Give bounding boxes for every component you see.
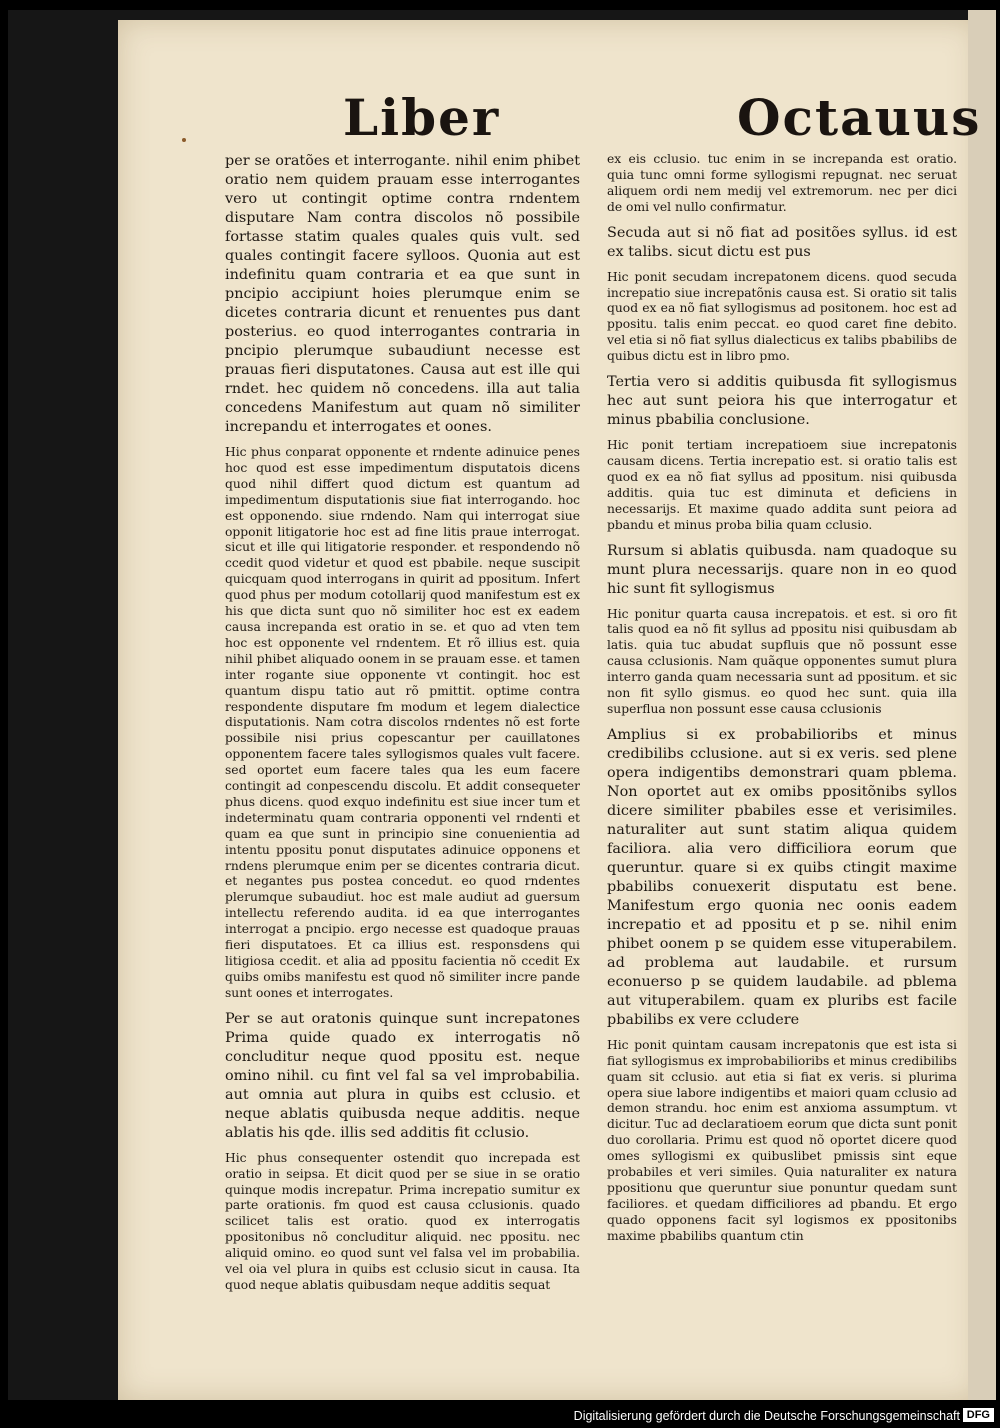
running-head-left: Liber bbox=[343, 88, 501, 147]
paragraph: Per se aut oratonis quinque sunt increpatones Prima quide quado ex interrogatis nõ concluditur neque quod ppositu est. neque omino nihil. cu fint vel fal sa vel improbabilia. aut omnia aut plura in quibs est cclusio. et neque ablatis quibusda neque additis. neque ablatis his qde. illis sed additis fit cclusio. bbox=[225, 1010, 580, 1141]
paragraph: Rursum si ablatis quibusda. nam quadoque su munt plura necessarijs. quare non in eo quod hic sunt fit syllogismus bbox=[607, 542, 957, 597]
paragraph: ex eis cclusio. tuc enim in se increpanda est oratio. quia tunc omni forme syllogismi repugnat. nec seruat aliquem ordi nem medij vel extremorum. nec per dici de omi vel nullo confirmatur. bbox=[607, 152, 957, 214]
paragraph: Hic phus conparat opponente et rndente adinuice penes hoc quod est esse impedimentum disputatois dicens quod nihil differt quod dictum est quantum ad impedimentum disputationis siue fiat interrogando. hoc est opponendo. siue rndendo. Nam qui interrogat siue opponit litigatorie hoc est ad fine litis praue interrogat. sicut et ille qui litigatorie responder. et respondendo nõ ccedit quod videtur et quod est pbabile. neque suscipit quicquam quod interrogans in quirit ad ppositum. Infert quod phus per modum cotollarij quod manifestum est ex his que dicta sunt quo nõ similiter hoc est ex eadem causa increpanda est oratio in se. et quo ad vten tem hoc est opponente vel rndentem. Et rõ illius est. quia nihil phibet aliquado oonem in se prauam esse. et tamen inter rogante siue opponente vt contingit. hoc est quantum dispu tatio aut rõ pmittit. optime contra respondente disputare fm modum et legem dialectice disputationis. Nam cotra discolos rndentes nõ est forte possibile nisi prius copescantur per cauillatones opponentem facere tales syllogismos quales vult facere. sed oportet eum facere tales qua les eum facere contingit ad conpescendu discolu. Et addit consequeter phus dicens. quod exquo indefinitu est siue incer tum et indeterminatu quam contraria opponenti vel rndenti et quam ea que sunt in principio sine conuenientia ad intentu ppositu ponut disputates adinuice opponens et rndens plerumque enim per se dicentes contraria dicut. et negantes pus postea concedut. eo quod rndentes plerumque subaudiut. hoc est male audiut ad guersum intellectu referendo audita. id ea que interrogantes interrogat a pncipio. ergo necesse est quadoque prauas fieri disputatoes. Et ca illius est. responsdens qui litigiosa ccedit. et alia ad ppositu facientia nõ ccedit Ex quibs omibs manifestu est quod nõ similiter incre pande sunt oones et interrogates. bbox=[225, 445, 580, 1000]
dfg-logo: DFG bbox=[963, 1408, 994, 1422]
paragraph: Amplius si ex probabilioribs et minus credibilibs cclusione. aut si ex veris. sed plene opera indigentibs demonstrari quam pblema. Non oportet aut ex omibs ppositõnibs syllos dicere similiter pbabiles esse et verisimiles. naturaliter aut sunt statim aliqua quidem faciliora. alia vero difficiliora eorum que queruntur. quare si ex quibs ctingit maxime pbabilibs conuexerit disputatu est bene. Manifestum ergo quonia nec oonis eadem increpatio et ad ppositu et p se. nihil enim phibet oonem p se quidem esse vituperabilem. ad problema aut laudabile. et rursum econuerso p se quidem laudabile. ad pblema aut vituperabilem. quam ex pluribs est facile pbabilibs ex vere ccludere bbox=[607, 726, 957, 1028]
paragraph: Hic ponit tertiam increpatioem siue increpatonis causam dicens. Tertia increpatio est. si oratio talis est quod ex ea nõ fiat syllus ad ppositum. nisi quibusda additis. quia tuc est diminuta et deficiens in necessarijs. Et maxime quado addita sunt peiora ad pbandu et minus proba bilia quam cclusio. bbox=[607, 438, 957, 532]
paragraph: Hic ponit quintam causam increpatonis que est ista si fiat syllogismus ex improbabilioribs et minus credibilibs quam sit cclusio. aut etia si fiat ex veris. si plurima opera siue labore indigentibs et maiori quam cclusio ad demon strandu. hoc enim est anxioma assumptum. vt dicitur. Tuc ad declaratioem eorum que dicta sunt ponit duo corollaria. Primu est quod nõ oportet dicere quod omes syllogismi ex quibuslibet pmissis sint eque probabiles et veri similes. Quia naturaliter ex natura ppositionu que queruntur siue ponuntur quedam sunt faciliores. et quedam difficiliores ad pbandu. Et ergo quado opponens facit syl logismos ex ppositonibs maxime pbabilibs quantum ctin bbox=[607, 1037, 957, 1243]
paragraph: Secuda aut si nõ fiat ad positões syllus. id est ex talibs. sicut dictu est pus bbox=[607, 224, 957, 260]
running-head-right: Octauus bbox=[737, 88, 982, 147]
page-edge bbox=[968, 10, 996, 1400]
funding-credit: Digitalisierung gefördert durch die Deutsche Forschungsgemeinschaft bbox=[573, 1409, 960, 1423]
paragraph: Hic ponit secudam increpatonem dicens. quod secuda increpatio siue increpatõnis causa est. Si oratio sit talis quod ex ea nõ fiat syllogismus ad positonem. hoc est ad ppositu. talis enim peccat. eo quod caret fine debito. vel etia si nõ fiat syllus dialecticus ex talibs pbabilibs de quibus dictu est in libro pmo. bbox=[607, 269, 957, 364]
ink-spot bbox=[182, 138, 186, 142]
left-text-column bbox=[225, 152, 580, 1302]
paragraph: Tertia vero si additis quibusda fit syllogismus hec aut sunt peiora his que interrogatur et minus pbabilia conclusione. bbox=[607, 374, 957, 429]
paragraph: Hic ponitur quarta causa increpatois. et est. si oro fit talis quod ea nõ fit syllus ad ppositu nisi quibusdam ab latis. quia tuc abudat supfluis que nõ possunt esse causa cclusionis. Nam quãque opponentes sumut plura interro ganda quam necessaria sunt ad ppositum. et sic non fit syllo gismus. eo quod hec sunt. quia illa superflua non possunt esse causa cclusionis bbox=[607, 606, 957, 716]
footer-bar bbox=[0, 1404, 1000, 1428]
paragraph: Hic phus consequenter ostendit quo increpada est oratio in seipsa. Et dicit quod per se siue in se oratio quinque modis increpatur. Prima increpatio sumitur ex parte orationis. fm quod est causa cclusionis. quado scilicet talis est oratio. quod ex interrogatis ppositonibus nõ concluditur aliquid. nec ppositu. nec aliquid omino. eo quod sunt vel falsa vel im probabilia. vel oia vel plura in quibs est cclusio sicut in causa. Ita quod neque ablatis quibusdam neque additis sequat bbox=[225, 1150, 580, 1292]
paragraph: per se oratões et interrogante. nihil enim phibet oratio nem quidem prauam esse interrogantes vero ut contingit optime contra rndentem disputare Nam contra discolos nõ possibile fortasse statim quales quales quis vult. sed quales contingit facere sylloos. Quonia aut est indefinitu quam contraria et ea que sunt in pncipio accipiunt hoies plerumque enim se dicetes contraria dicunt et renuentes pus dant posterius. eo quod interrogantes contraria in pncipio plerumque subaudiunt necesse est prauas fieri disputatones. Causa aut est ille qui rndet. hec quidem nõ concedens. illa aut talia concedens Manifestum aut quam nõ similiter increpandu et interrogates et oones. bbox=[225, 153, 580, 435]
right-text-column bbox=[607, 152, 957, 1253]
